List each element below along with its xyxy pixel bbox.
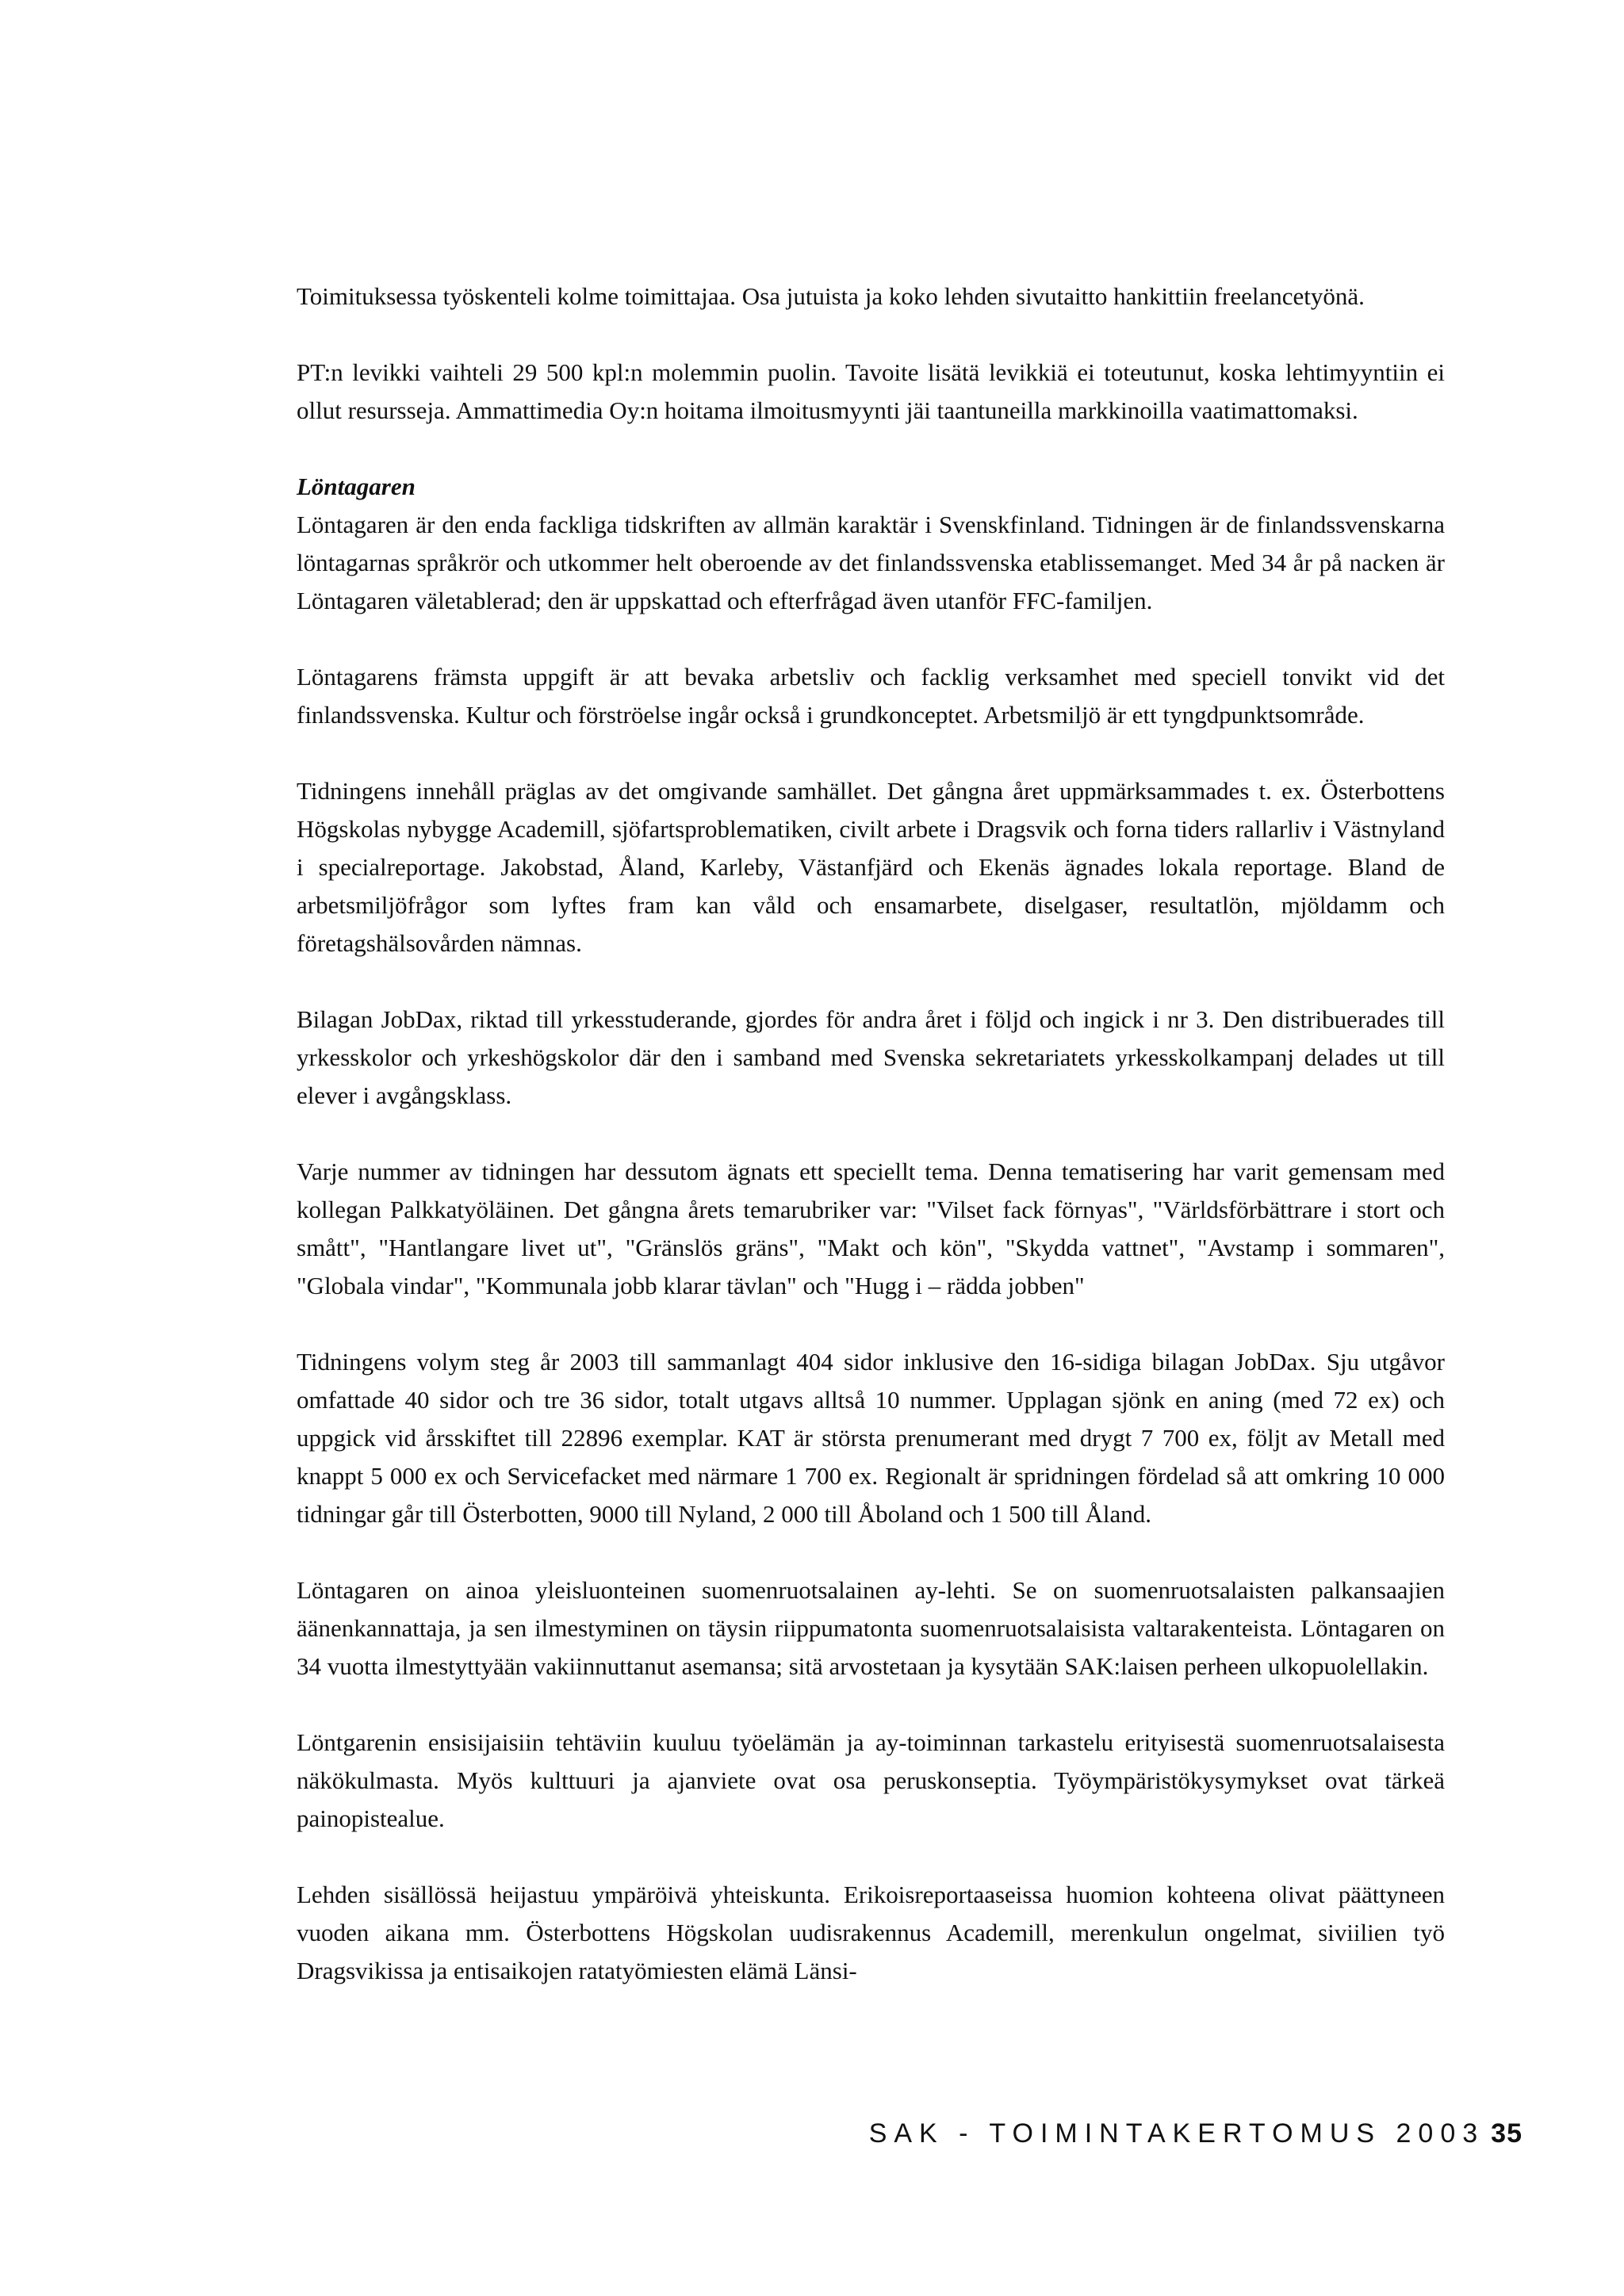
paragraph-fi-intro: Löntagaren on ainoa yleisluonteinen suomenruotsalainen ay-lehti. Se on suomenruotsalaisten palkansaajien äänenkannattaja, ja sen ilmestyminen on täysin riippumatonta suomenruotsalaisista valtarakenteista. Löntagaren on 34 vuotta ilmestyttyään vakiinnuttanut asemansa; sitä arvostetaan ja kysytään SAK:laisen perheen ulkopuolellakin.	[297, 1576, 1445, 1680]
paragraph-themes: Varje nummer av tidningen har dessutom ägnats ett speciellt tema. Denna tematisering har varit gemensam med kollegan Palkkatyöläinen. Det gångna årets temarubriker var: "Vilset fack förnyas", "Världsförbättrare i stort och smått", "Hantlangare livet ut", "Gränslös gräns", "Makt och kön", "Skydda vattnet", "Avstamp i sommaren", "Globala vindar", "Kommunala jobb klarar tävlan" och "Hugg i – rädda jobben"	[297, 1158, 1445, 1299]
section-heading: Löntagaren	[297, 473, 416, 500]
paragraph-fi-mission: Löntgarenin ensisijaisiin tehtäviin kuuluu työelämän ja ay-toiminnan tarkastelu erityisestä suomenruotsalaisesta näkökulmasta. Myös kulttuuri ja ajanviete ovat osa peruskonseptia. Työympäristökysymykset ovat tärkeä painopistealue.	[297, 1728, 1445, 1832]
paragraph-staff: Toimituksessa työskenteli kolme toimittajaa. Osa jutuista ja koko lehden sivutaitto hankittiin freelancetyönä.	[297, 282, 1365, 310]
paragraph-content: Tidningens innehåll präglas av det omgivande samhället. Det gångna året uppmärksammades t. ex. Österbottens Högskolas nybygge Academill, sjöfartsproblematiken, civilt arbete i Dragsvik och forna tiders rallarliv i Västnyland i specialreportage. Jakobstad, Åland, Karleby, Västanfjärd och Ekenäs ägnades lokala reportage. Bland de arbetsmiljöfrågor som lyftes fram kan våld och ensamarbete, diselgaser, resultatlön, mjöldamm och företagshälsovården nämnas.	[297, 777, 1445, 957]
paragraph-intro: Löntagaren är den enda fackliga tidskriften av allmän karaktär i Svenskfinland. Tidningen är de finlandssvenskarna löntagarnas språkrör och utkommer helt oberoende av det finlandssvenska etablissemanget. Med 34 år på nacken är Löntagaren väletablerad; den är uppskattad och efterfrågad även utanför FFC-familjen.	[297, 511, 1445, 614]
page-footer	[841, 2118, 1522, 2149]
paragraph-fi-content: Lehden sisällössä heijastuu ympäröivä yhteiskunta. Erikoisreportaaseissa huomion kohteena olivat päättyneen vuoden aikana mm. Österbottens Högskolan uudisrakennus Academill, merenkulun ongelmat, siviilien työ Dragsvikissa ja entisaikojen ratatyömiesten elämä Länsi-	[297, 1881, 1445, 1984]
page-number: 35	[1491, 2118, 1522, 2149]
paragraph-volume: Tidningens volym steg år 2003 till sammanlagt 404 sidor inklusive den 16-sidiga bilagan JobDax. Sju utgåvor omfattade 40 sidor och tre 36 sidor, totalt utgavs alltså 10 nummer. Upplagan sjönk en aning (med 72 ex) och uppgick vid årsskiftet till 22896 exemplar. KAT är största prenumerant med drygt 7 700 ex, följt av Metall med knappt 5 000 ex och Servicefacket med närmare 1 700 ex. Regionalt är spridningen fördelad så att omkring 10 000 tidningar går till Österbotten, 9000 till Nyland, 2 000 till Åboland och 1 500 till Åland.	[297, 1348, 1445, 1528]
paragraph-mission: Löntagarens främsta uppgift är att bevaka arbetsliv och facklig verksamhet med speciell tonvikt vid det finlandssvenska. Kultur och förströelse ingår också i grundkonceptet. Arbetsmiljö är ett tyngdpunktsområde.	[297, 663, 1445, 729]
footer-title: SAK - TOIMINTAKERTOMUS 2003	[868, 2118, 1485, 2149]
paragraph-supplement: Bilagan JobDax, riktad till yrkesstuderande, gjordes för andra året i följd och ingick i nr 3. Den distribuerades till yrkesskolor och yrkeshögskolor där den i samband med Svenska sekretariatets yrkesskolkampanj delades ut till elever i avgångsklass.	[297, 1005, 1445, 1109]
paragraph-circulation: PT:n levikki vaihteli 29 500 kpl:n molemmin puolin. Tavoite lisätä levikkiä ei toteutunut, koska lehtimyyntiin ei ollut resursseja. Ammattimedia Oy:n hoitama ilmoitusmyynti jäi taantuneilla markkinoilla vaatimattomaksi.	[297, 358, 1445, 424]
main-text	[297, 277, 1445, 1990]
